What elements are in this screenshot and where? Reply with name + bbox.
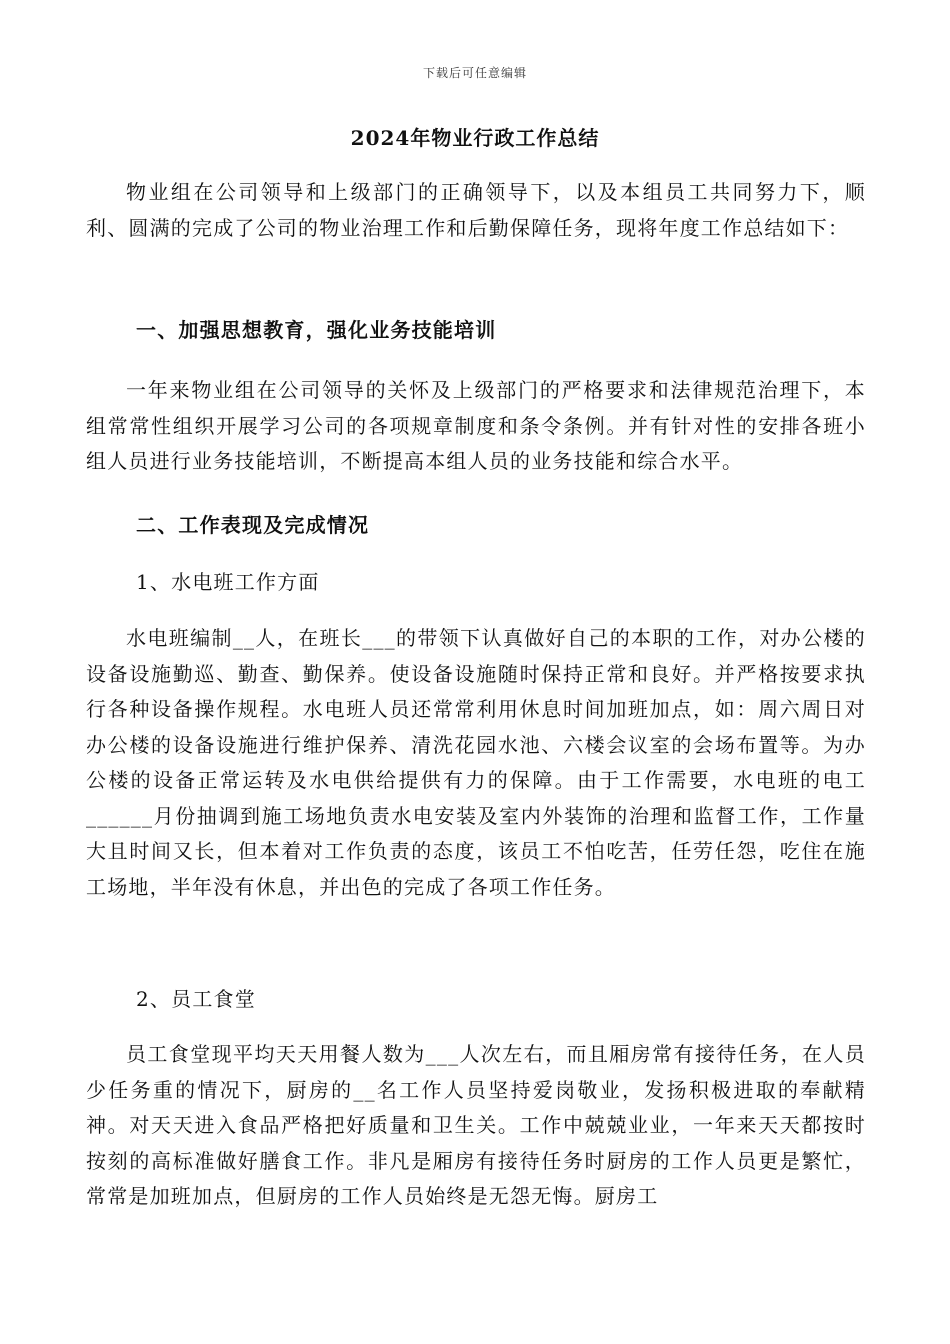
subsection-1-heading: 1、水电班工作方面 [136, 570, 320, 594]
subsection-2-paragraph: 员工食堂现平均天天用餐人数为___人次左右，而且厢房常有接待任务，在人员少任务重的情况下，厨房的__名工作人员坚持爱岗敬业，发扬积极进取的奉献精神。对天天进入食品严格把好质量和卫生关。工作中兢兢业业，一年来天天都按时按刻的高标准做好膳食工作。非凡是厢房有接待任务时厨房的工作人员更是繁忙，常常是加班加点，但厨房的工作人员始终是无怨无悔。厨房工 [86, 1042, 866, 1208]
document-title: 2024年物业行政工作总结 [350, 126, 600, 150]
section-1-heading: 一、加强思想教育，强化业务技能培训 [136, 318, 497, 342]
section-1-paragraph: 一年来物业组在公司领导的关怀及上级部门的严格要求和法律规范治理下，本组常常性组织开展学习公司的各项规章制度和条令条例。并有针对性的安排各班小组人员进行业务技能培训，不断提高本组人员的业务技能和综合水平。 [86, 378, 866, 473]
section-2-heading: 二、工作表现及完成情况 [136, 513, 370, 537]
subsection-1-paragraph: 水电班编制__人，在班长___的带领下认真做好自己的本职的工作，对办公楼的设备设施勤巡、勤查、勤保养。使设备设施随时保持正常和良好。并严格按要求执行各种设备操作规程。水电班人员还常常利用休息时间加班加点，如：周六周日对办公楼的设备设施进行维护保养、清洗花园水池、六楼会议室的会场布置等。为办公楼的设备正常运转及水电供给提供有力的保障。由于工作需要，水电班的电工______月份抽调到施工场地负责水电安装及室内外装饰的治理和监督工作，工作量大且时间又长，但本着对工作负责的态度，该员工不怕吃苦，任劳任怨，吃住在施工场地，半年没有休息，并出色的完成了各项工作任务。 [86, 626, 866, 899]
subsection-2-heading: 2、员工食堂 [136, 987, 256, 1011]
intro-paragraph: 物业组在公司领导和上级部门的正确领导下，以及本组员工共同努力下，顺利、圆满的完成了公司的物业治理工作和后勤保障任务，现将年度工作总结如下： [86, 180, 866, 240]
header-note: 下载后可任意编辑 [422, 66, 527, 80]
